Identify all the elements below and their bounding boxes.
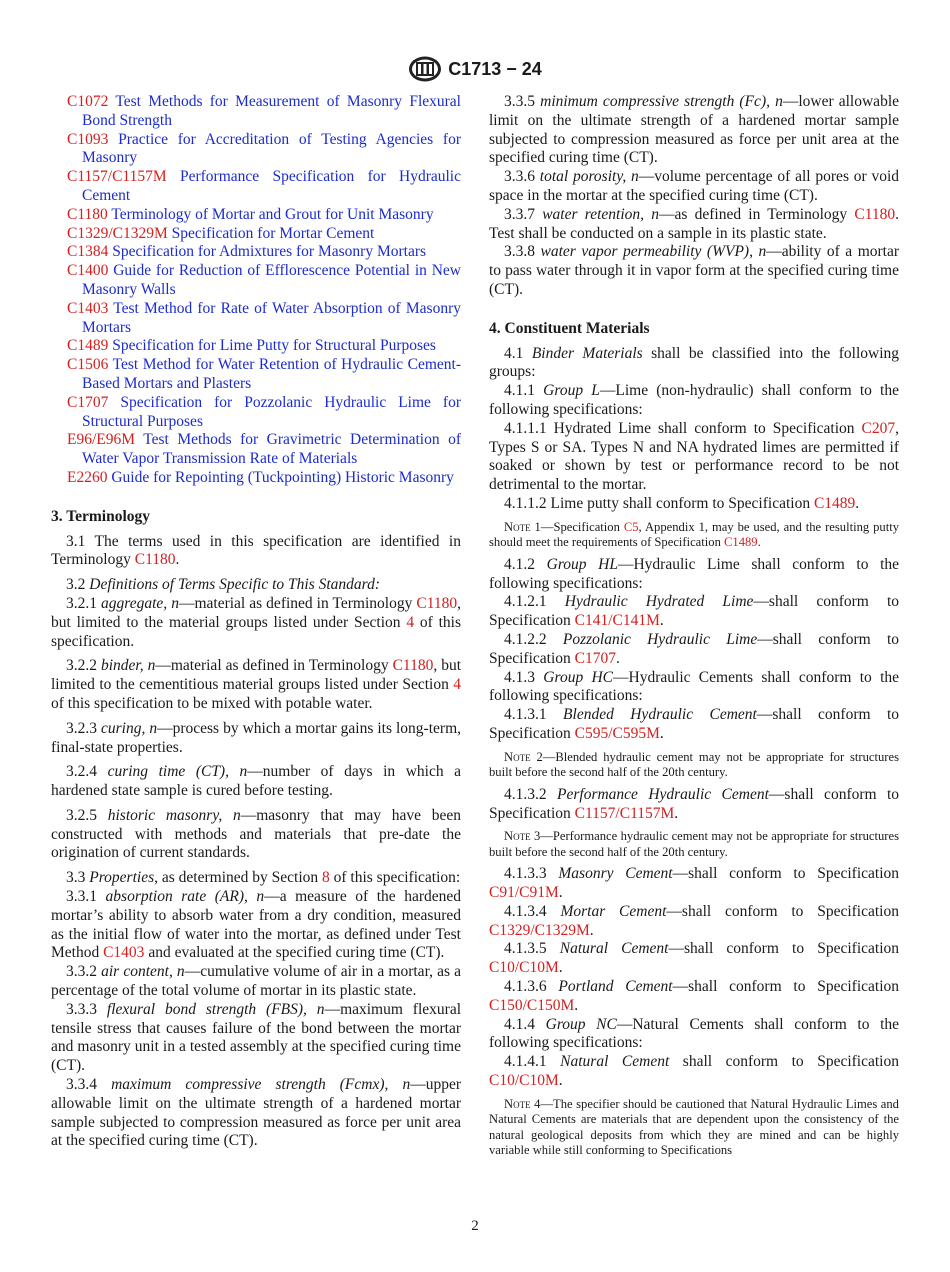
paragraph-4-1-1-1: 4.1.1.1 Hydrated Lime shall conform to Specification C207, Types S or SA. Types N and NA hydrated limes are permitted if soaked or shown by test or performance record to be not detrimental to the mortar. <box>489 419 899 494</box>
reference-code[interactable]: C1180 <box>67 205 108 223</box>
reference-title[interactable]: Test Method for Rate of Water Absorption of Masonry Mortars <box>82 299 461 336</box>
paragraph-4-1-1: 4.1.1 Group L—Lime (non-hydraulic) shall conform to the following specifications: <box>489 382 899 418</box>
paragraph-3-3: 3.3 Properties, as determined by Section 8 of this specification: <box>66 869 461 887</box>
reference-code[interactable]: C1157/C1157M <box>67 168 167 186</box>
paragraph-3-3-6: 3.3.6 total porosity, n—volume percentage of all pores or void space in the mortar at the specified curing time (CT). <box>489 168 899 204</box>
paragraph-3-3-7: 3.3.7 water retention, n—as defined in Terminology C1180. Test shall be conducted on a sample in its plastic state. <box>489 205 899 242</box>
reference-item <box>51 356 461 394</box>
paragraph-3-3-4: 3.3.4 maximum compressive strength (Fcmx), n—upper allowable limit on the ultimate strength of a hardened mortar sample subjected to compression measured as force per unit area at the specified curing time (CT). <box>51 1076 461 1150</box>
xref-link[interactable]: C5 <box>623 519 639 534</box>
xref-link[interactable]: C10/C10M <box>489 1072 559 1090</box>
reference-item <box>51 300 461 338</box>
reference-item <box>51 93 461 131</box>
paragraph-3-2: 3.2 Definitions of Terms Specific to This Standard: <box>66 576 381 594</box>
right-column <box>489 93 899 1164</box>
xref-link[interactable]: 4 <box>406 613 415 631</box>
reference-title[interactable]: Test Methods for Measurement of Masonry Flexural Bond Strength <box>82 93 461 129</box>
paragraph-4-1-3-6: 4.1.3.6 Portland Cement—shall conform to Specification C150/C150M. <box>489 978 899 1014</box>
paragraph-3-2-1: 3.2.1 aggregate, n—material as defined in Terminology C1180, but limited to the material groups listed under Section 4 of this specification. <box>51 594 462 650</box>
xref-link[interactable]: C1489 <box>813 494 856 512</box>
document-id: C1713 − 24 <box>448 58 542 79</box>
reference-item <box>51 469 461 488</box>
xref-link[interactable]: C1489 <box>724 535 758 550</box>
paragraph-3-2-3: 3.2.3 curing, n—process by which a mortar gains its long-term, final-state properties. <box>51 719 462 756</box>
page-header <box>0 54 950 84</box>
reference-title[interactable]: Specification for Lime Putty for Structural Purposes <box>112 337 436 355</box>
reference-title[interactable]: Practice for Accreditation of Testing Agencies for Masonry <box>82 130 461 167</box>
xref-link[interactable]: C1180 <box>392 657 434 675</box>
xref-link[interactable]: C1180 <box>134 551 176 569</box>
xref-link[interactable]: C141/C141M <box>574 612 660 630</box>
paragraph-4-1-3-1: 4.1.3.1 Blended Hydraulic Cement—shall conform to Specification C595/C595M. <box>489 706 900 742</box>
xref-link[interactable]: C207 <box>861 419 896 437</box>
paragraph-4-1-4: 4.1.4 Group NC—Natural Cements shall conform to the following specifications: <box>489 1015 900 1052</box>
reference-item <box>51 337 461 356</box>
section-3-heading: 3. Terminology <box>51 507 151 525</box>
astm-logo-icon <box>408 55 442 83</box>
note-2: Note 2—Blended hydraulic cement may not be appropriate for structures built before the second half of the 20th century. <box>489 749 899 780</box>
xref-link[interactable]: C1403 <box>103 944 145 962</box>
xref-link[interactable]: C1180 <box>854 205 896 223</box>
xref-link[interactable]: C1157/C1157M <box>574 804 675 822</box>
reference-item <box>51 262 461 300</box>
paragraph-4-1: 4.1 Binder Materials shall be classified into the following groups: <box>489 344 900 381</box>
paragraph-3-2-2: 3.2.2 binder, n—material as defined in Terminology C1180, but limited to the cementitious material groups listed under Section 4 of this specification to be mixed with potable water. <box>51 657 461 712</box>
reference-title[interactable]: Specification for Admixtures for Masonry Mortars <box>112 243 427 261</box>
xref-link[interactable]: C150/C150M <box>489 996 575 1014</box>
reference-code[interactable]: C1093 <box>67 130 109 148</box>
reference-code[interactable]: C1403 <box>67 299 109 317</box>
reference-item <box>51 168 461 206</box>
paragraph-4-1-4-1: 4.1.4.1 Natural Cement shall conform to Specification C10/C10M. <box>489 1053 899 1090</box>
paragraph-3-3-3: 3.3.3 flexural bond strength (FBS), n—maximum flexural tensile stress that causes failure of the bond between the mortar and masonry unit in a tested assembly at the specified curing time (CT). <box>51 1000 462 1075</box>
xref-link[interactable]: C91/C91M <box>489 884 559 902</box>
paragraph-4-1-3: 4.1.3 Group HC—Hydraulic Cements shall conform to the following specifications: <box>489 668 900 705</box>
paragraph-3-3-1: 3.3.1 absorption rate (AR), n—a measure of the hardened mortar’s ability to absorb water from a dry condition, measured as the initial flow of water into the mortar, as defined under Test Method C1403 and evaluated at the specified curing time (CT). <box>51 888 462 962</box>
xref-link[interactable]: C595/C595M <box>574 724 660 742</box>
xref-link[interactable]: 4 <box>453 676 461 694</box>
reference-item <box>51 131 461 169</box>
xref-link[interactable]: 8 <box>322 869 330 887</box>
page-number: 2 <box>471 1218 479 1234</box>
reference-code[interactable]: C1072 <box>67 93 109 110</box>
reference-title[interactable]: Specification for Mortar Cement <box>171 224 375 242</box>
reference-item <box>51 243 461 262</box>
reference-title[interactable]: Performance Specification for Hydraulic Cement <box>82 168 461 204</box>
paragraph-3-2-5: 3.2.5 historic masonry, n—masonry that may have been constructed with methods and materials that pre-date the origination of current standards. <box>51 806 461 862</box>
note-4: Note 4—The specifier should be cautioned that Natural Hydraulic Limes and Natural Cements are materials that are dependent upon the consistency of the natural geological deposits from which they are mined and can be highly variable while still conforming to Specifications <box>489 1096 899 1158</box>
paragraph-3-3-5: 3.3.5 minimum compressive strength (Fc), n—lower allowable limit on the ultimate strength of a hardened mortar sample subjected to compression measured as force per unit area at the specified curing time (CT). <box>489 93 900 167</box>
paragraph-3-2-4: 3.2.4 curing time (CT), n—number of days in which a hardened state sample is cured before testing. <box>51 763 462 800</box>
paragraph-4-1-2: 4.1.2 Group HL—Hydraulic Lime shall conform to the following specifications: <box>489 555 900 592</box>
reference-code[interactable]: C1489 <box>67 337 109 355</box>
paragraph-4-1-3-2: 4.1.3.2 Performance Hydraulic Cement—shall conform to Specification C1157/C1157M. <box>489 785 900 822</box>
paragraph-4-1-3-5: 4.1.3.5 Natural Cement—shall conform to Specification C10/C10M. <box>489 940 899 977</box>
xref-link[interactable]: C10/C10M <box>489 959 559 977</box>
paragraph-3-3-2: 3.3.2 air content, n—cumulative volume of air in a mortar, as a percentage of the total volume of mortar in its plastic state. <box>51 963 461 1000</box>
reference-item <box>51 225 461 244</box>
reference-item <box>51 431 461 469</box>
paragraph-4-1-2-1: 4.1.2.1 Hydraulic Hydrated Lime—shall conform to Specification C141/C141M. <box>489 593 900 630</box>
reference-code[interactable]: C1384 <box>67 243 109 261</box>
left-column <box>51 93 461 1151</box>
reference-code[interactable]: C1329/C1329M <box>67 224 168 242</box>
reference-code[interactable]: C1400 <box>67 262 109 280</box>
reference-title[interactable]: Guide for Repointing (Tuckpointing) Historic Masonry <box>111 468 454 486</box>
reference-title[interactable]: Guide for Reduction of Efflorescence Potential in New Masonry Walls <box>82 262 461 298</box>
paragraph-4-1-3-4: 4.1.3.4 Mortar Cement—shall conform to Specification C1329/C1329M. <box>489 902 899 939</box>
paragraph-4-1-1-2: 4.1.1.2 Lime putty shall conform to Specification C1489. <box>504 494 860 512</box>
reference-title[interactable]: Specification for Pozzolanic Hydraulic Lime for Structural Purposes <box>82 393 461 430</box>
xref-link[interactable]: C1329/C1329M <box>489 921 590 939</box>
reference-code[interactable]: E96/E96M <box>67 431 136 449</box>
reference-item <box>51 394 461 432</box>
reference-code[interactable]: C1707 <box>67 393 109 411</box>
reference-code[interactable]: C1506 <box>67 356 109 374</box>
paragraph-3-1: 3.1 The terms used in this specification are identified in Terminology C1180. <box>51 532 461 569</box>
xref-link[interactable]: C1707 <box>574 649 616 667</box>
paragraph-3-3-8: 3.3.8 water vapor permeability (WVP), n—ability of a mortar to pass water through it in vapor form at the specified curing time (CT). <box>489 243 900 298</box>
note-1: Note 1—Specification C5, Appendix 1, may be used, and the resulting putty should meet the requirements of Specification C1489. <box>489 519 900 550</box>
reference-list <box>51 93 461 488</box>
xref-link[interactable]: C1180 <box>416 594 458 612</box>
reference-item <box>51 206 461 225</box>
reference-title[interactable]: Test Methods for Gravimetric Determination of Water Vapor Transmission Rate of Materials <box>82 431 461 468</box>
reference-title[interactable]: Terminology of Mortar and Grout for Unit Masonry <box>111 205 434 223</box>
paragraph-4-1-2-2: 4.1.2.2 Pozzolanic Hydraulic Lime—shall conform to Specification C1707. <box>489 630 900 667</box>
note-3: Note 3—Performance hydraulic cement may not be appropriate for structures built before the second half of the 20th century. <box>489 829 899 859</box>
section-4-heading: 4. Constituent Materials <box>489 319 650 337</box>
reference-title[interactable]: Test Method for Water Retention of Hydraulic Cement-Based Mortars and Plasters <box>82 356 461 392</box>
paragraph-4-1-3-3: 4.1.3.3 Masonry Cement—shall conform to Specification C91/C91M. <box>489 865 900 902</box>
reference-code[interactable]: E2260 <box>67 468 108 486</box>
